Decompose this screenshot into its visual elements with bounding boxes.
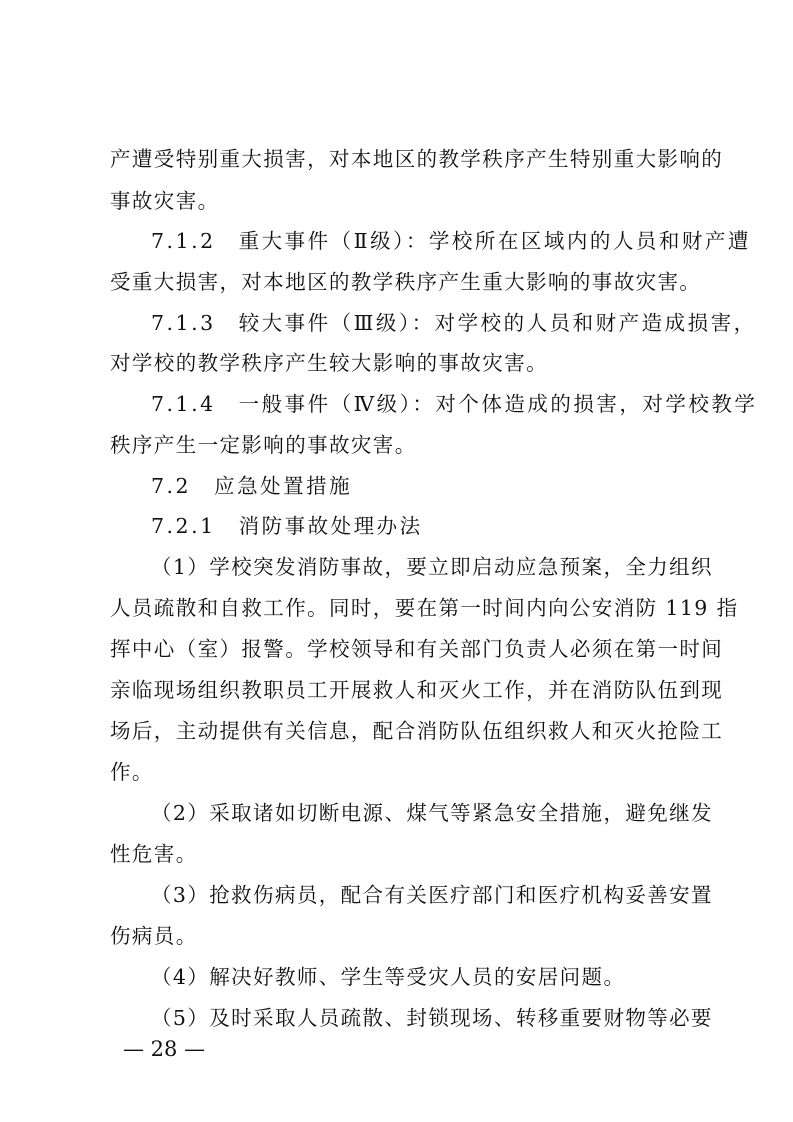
list-item-3-line: （3）抢救伤病员，配合有关医疗部门和医疗机构妥善安置: [151, 883, 713, 907]
body-text-line: 事故灾害。: [110, 189, 220, 213]
body-text-line: 受重大损害，对本地区的教学秩序产生重大影响的事故灾害。: [110, 270, 702, 294]
body-text-line: 秩序产生一定影响的事故灾害。: [110, 433, 417, 457]
body-text-line: 对学校的教学秩序产生较大影响的事故灾害。: [110, 351, 548, 375]
body-text-line: 亲临现场组织教职员工开展救人和灭火工作，并在消防队伍到现: [110, 678, 724, 702]
body-text-line: 产遭受特别重大损害，对本地区的教学秩序产生特别重大影响的: [110, 147, 724, 171]
body-text-line: 性危害。: [110, 842, 198, 866]
list-item-1-line: （1）学校突发消防事故，要立即启动应急预案，全力组织: [151, 555, 713, 579]
body-text-line: 作。: [110, 760, 154, 784]
section-7-1-4-line: 7.1.4 一般事件（Ⅳ级）：对个体造成的损害，对学校教学: [151, 392, 758, 416]
list-item-4-line: （4）解决好教师、学生等受灾人员的安居问题。: [151, 965, 626, 989]
body-text-line: 场后，主动提供有关信息，配合消防队伍组织救人和灭火抢险工: [110, 719, 724, 743]
list-item-5-line: （5）及时采取人员疏散、封锁现场、转移重要财物等必要: [151, 1006, 713, 1030]
section-7-1-2-line: 7.1.2 重大事件（Ⅱ级）：学校所在区域内的人员和财产遭: [151, 229, 751, 253]
page-number: — 28 —: [123, 1037, 206, 1061]
body-text-line: 挥中心（室）报警。学校领导和有关部门负责人必须在第一时间: [110, 637, 724, 661]
body-text-line: 伤病员。: [110, 924, 198, 948]
section-7-2-heading: 7.2 应急处置措施: [151, 474, 353, 498]
section-7-2-1-heading: 7.2.1 消防事故处理办法: [151, 514, 423, 538]
list-item-2-line: （2）采取诸如切断电源、煤气等紧急安全措施，避免继发: [151, 801, 713, 825]
body-text-line: 人员疏散和自救工作。同时，要在第一时间内向公安消防 119 指: [110, 596, 739, 620]
section-7-1-3-line: 7.1.3 较大事件（Ⅲ级）：对学校的人员和财产造成损害，: [151, 311, 757, 335]
